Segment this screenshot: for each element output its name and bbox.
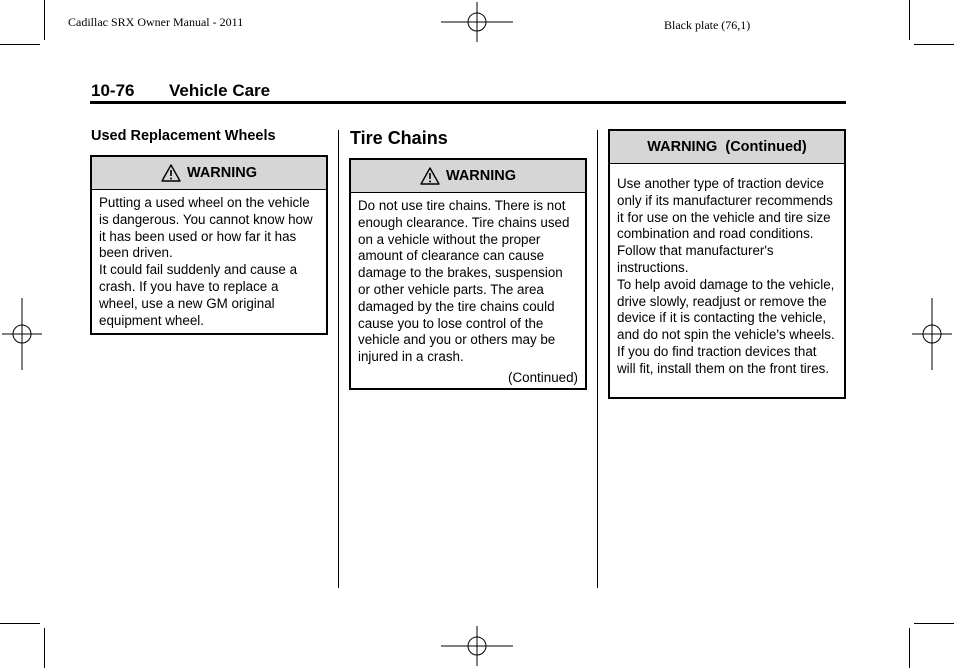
- registration-mark-icon: [441, 626, 513, 666]
- paragraph: It could fail suddenly and cause a crash. If you have to replace a wheel, use a new GM original equipment wheel.: [99, 262, 298, 328]
- registration-mark-icon: [441, 2, 513, 42]
- warning-box: [349, 158, 587, 390]
- warning-header: [610, 131, 844, 164]
- page-number: 10-76: [91, 81, 135, 100]
- header-rule: [90, 101, 846, 104]
- warning-triangle-icon: [161, 164, 181, 182]
- crop-mark: [0, 44, 40, 45]
- paragraph: To help avoid damage to the vehicle, drive slowly, readjust or remove the device if it is contacting the vehicle, and do not spin the vehicle's wheels. If you do find traction devices that will fit, install them on the front tires.: [617, 276, 835, 376]
- crop-mark: [44, 0, 45, 40]
- warning-box: [90, 155, 328, 335]
- warning-header: [92, 157, 326, 190]
- section-subtitle: Tire Chains: [350, 128, 448, 148]
- warning-triangle-icon: [420, 167, 440, 185]
- warning-text: [351, 193, 585, 366]
- manual-title: Cadillac SRX Owner Manual - 2011: [68, 15, 244, 29]
- paragraph: Do not use tire chains. There is not enough clearance. Tire chains used on a vehicle without the proper amount of clearance can cause damage to the brakes, suspension or other vehicle parts. The area damaged by the tire chains could cause you to lose control of the vehicle and you or others may be injured in a crash.: [358, 198, 570, 365]
- warning-text: [610, 164, 844, 378]
- column-divider: [597, 130, 598, 588]
- warning-box: [608, 129, 846, 399]
- warning-text: [92, 190, 326, 329]
- crop-mark: [44, 628, 45, 668]
- crop-mark: [909, 0, 910, 40]
- registration-mark-icon: [2, 298, 42, 370]
- crop-mark: [914, 44, 954, 45]
- plate-label: Black plate (76,1): [664, 18, 751, 32]
- crop-mark: [914, 623, 954, 624]
- registration-mark-icon: [912, 298, 952, 370]
- paragraph: Use another type of traction device only if its manufacturer recommends it for use on the vehicle and tire size combination and road conditions. Follow that manufacturer's instructions.: [617, 176, 833, 275]
- warning-label: WARNING (Continued): [647, 139, 807, 155]
- warning-label: WARNING: [445, 168, 517, 184]
- subheading: Used Replacement Wheels: [91, 128, 276, 144]
- crop-mark: [0, 623, 40, 624]
- warning-label: WARNING: [186, 165, 258, 181]
- paragraph: Putting a used wheel on the vehicle is dangerous. You cannot know how it has been used or how far it has been driven.: [99, 195, 313, 261]
- section-title: Vehicle Care: [169, 81, 271, 100]
- continued-note: (Continued): [508, 369, 578, 385]
- column-divider: [338, 130, 339, 588]
- crop-mark: [909, 628, 910, 668]
- warning-header: [351, 160, 585, 193]
